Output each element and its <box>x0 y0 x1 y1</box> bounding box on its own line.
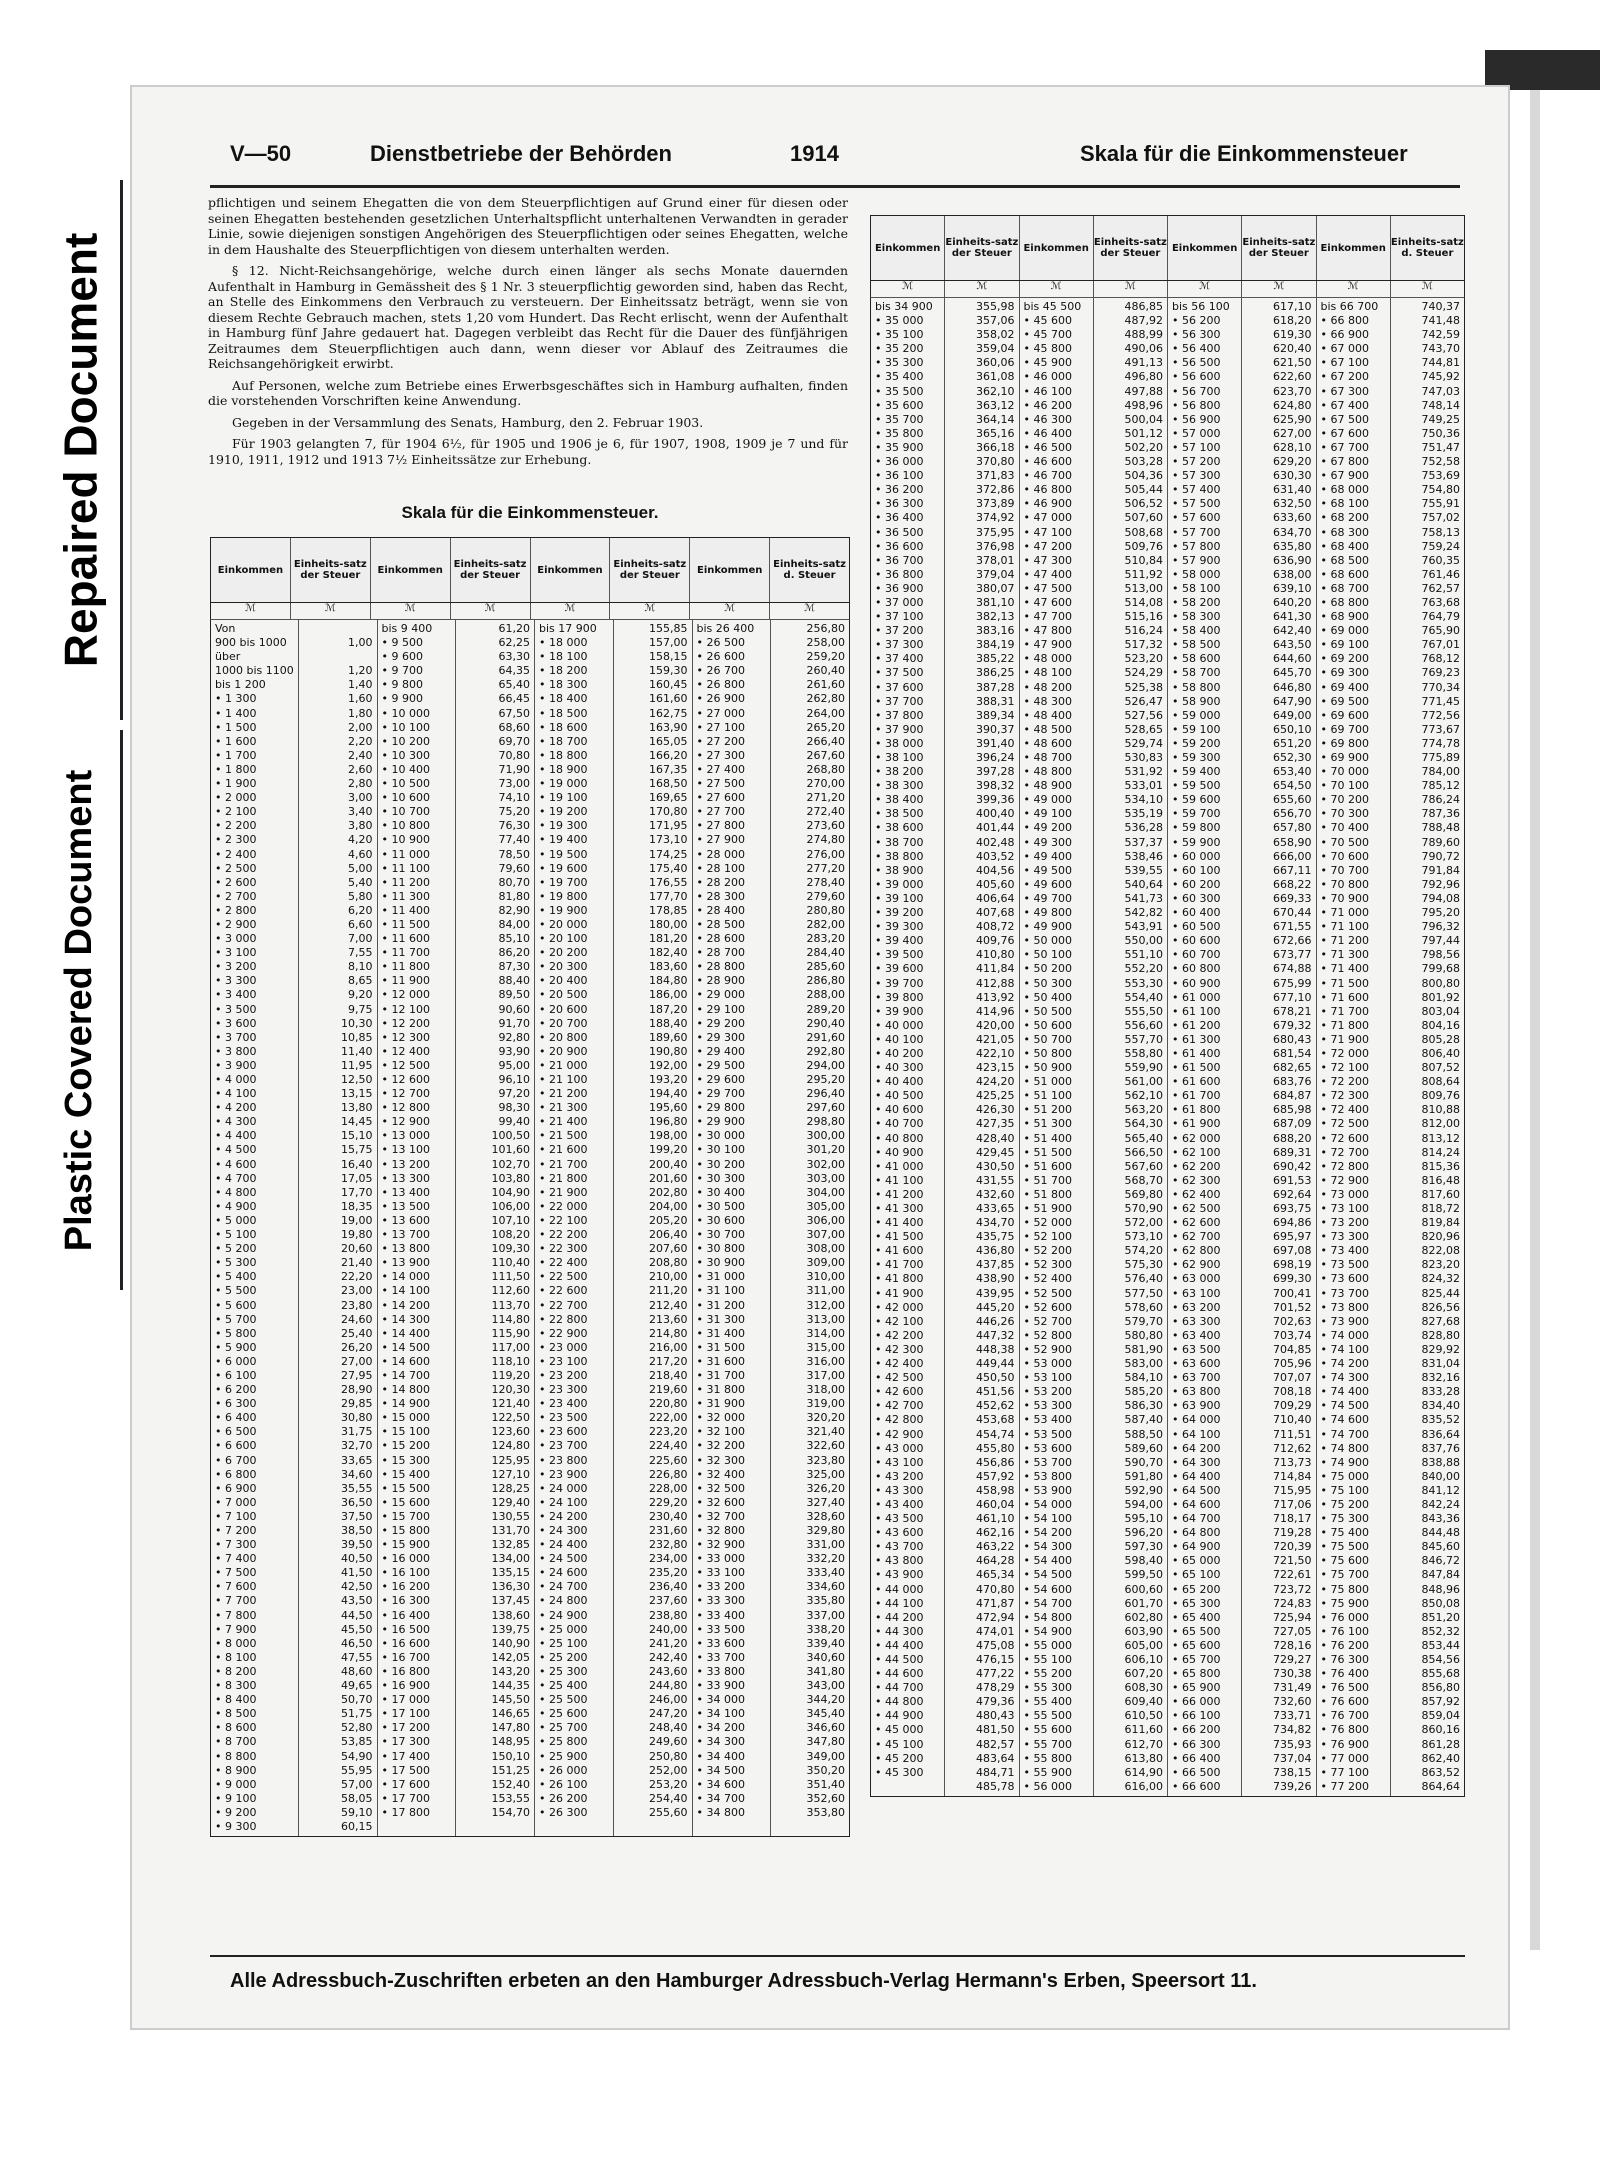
intro-text <box>208 195 848 473</box>
column-header: Einkommen <box>690 538 770 602</box>
unit: ℳ <box>1422 281 1433 292</box>
page-edge <box>1530 90 1540 1950</box>
unit-row <box>210 603 850 619</box>
column-header: Einheits-satz der Steuer <box>451 538 531 602</box>
paragraph: Für 1903 gelangten 7, für 1904 6½, für 1905 und 1906 je 6, für 1907, 1908, 1909 je 7 und für 1910, 1911, 1912 und 1913 7½ Einheitssätze zur Erhebung. <box>208 436 848 467</box>
unit: ℳ <box>690 603 770 619</box>
unit: ℳ <box>451 603 531 619</box>
income-column: bis 45 500 • 45 600 • 45 700 • 45 800 • 45 900 • 46 000 • 46 100 • 46 200 • 46 300 • 46 400 • 46 500 • 46 600 • 46 700 • 46 800 • 46 900 • 47 000 • 47 100 • 47 200 • 47 300 • 47 400 • 47 500 • 47 600 • 47 700 • 47 800 • 47 900 • 48 000 • 48 100 • 48 200 • 48 300 • 48 400 • 48 500 • 48 600 • 48 700 • 48 800 • 48 900 • 49 000 • 49 100 • 49 200 • 49 300 • 49 400 • 49 500 • 49 600 • 49 700 • 49 800 • 49 900 • 50 000 • 50 100 • 50 200 • 50 300 • 50 400 • 50 500 • 50 600 • 50 700 • 50 800 • 50 900 • 51 000 • 51 100 • 51 200 • 51 300 • 51 400 • 51 500 • 51 600 • 51 700 • 51 800 • 51 900 • 52 000 • 52 100 • 52 200 • 52 300 • 52 400 • 52 500 • 52 600 • 52 700 • 52 800 • 52 900 • 53 000 • 53 100 • 53 200 • 53 300 • 53 400 • 53 500 • 53 600 • 53 700 • 53 800 • 53 900 • 54 000 • 54 100 • 54 200 • 54 300 • 54 400 • 54 500 • 54 600 • 54 700 • 54 800 • 54 900 • 55 000 • 55 100 • 55 200 • 55 300 • 55 400 • 55 500 • 55 600 • 55 700 • 55 800 • 55 900 • 56 000 <box>1020 298 1094 1796</box>
income-column: bis 26 400 • 26 500 • 26 600 • 26 700 • 26 800 • 26 900 • 27 000 • 27 100 • 27 200 • 27 300 • 27 400 • 27 500 • 27 600 • 27 700 • 27 800 • 27 900 • 28 000 • 28 100 • 28 200 • 28 300 • 28 400 • 28 500 • 28 600 • 28 700 • 28 800 • 28 900 • 29 000 • 29 100 • 29 200 • 29 300 • 29 400 • 29 500 • 29 600 • 29 700 • 29 800 • 29 900 • 30 000 • 30 100 • 30 200 • 30 300 • 30 400 • 30 500 • 30 600 • 30 700 • 30 800 • 30 900 • 31 000 • 31 100 • 31 200 • 31 300 • 31 400 • 31 500 • 31 600 • 31 700 • 31 800 • 31 900 • 32 000 • 32 100 • 32 200 • 32 300 • 32 400 • 32 500 • 32 600 • 32 700 • 32 800 • 32 900 • 33 000 • 33 100 • 33 200 • 33 300 • 33 400 • 33 500 • 33 600 • 33 700 • 33 800 • 33 900 • 34 000 • 34 100 • 34 200 • 34 300 • 34 400 • 34 500 • 34 600 • 34 700 • 34 800 <box>693 620 772 1836</box>
column-header: Einheits-satz der Steuer <box>945 216 1019 280</box>
income-column: bis 66 700 • 66 800 • 66 900 • 67 000 • 67 100 • 67 200 • 67 300 • 67 400 • 67 500 • 67 600 • 67 700 • 67 800 • 67 900 • 68 000 • 68 100 • 68 200 • 68 300 • 68 400 • 68 500 • 68 600 • 68 700 • 68 800 • 68 900 • 69 000 • 69 100 • 69 200 • 69 300 • 69 400 • 69 500 • 69 600 • 69 700 • 69 800 • 69 900 • 70 000 • 70 100 • 70 200 • 70 300 • 70 400 • 70 500 • 70 600 • 70 700 • 70 800 • 70 900 • 71 000 • 71 100 • 71 200 • 71 300 • 71 400 • 71 500 • 71 600 • 71 700 • 71 800 • 71 900 • 72 000 • 72 100 • 72 200 • 72 300 • 72 400 • 72 500 • 72 600 • 72 700 • 72 800 • 72 900 • 73 000 • 73 100 • 73 200 • 73 300 • 73 400 • 73 500 • 73 600 • 73 700 • 73 800 • 73 900 • 74 000 • 74 100 • 74 200 • 74 300 • 74 400 • 74 500 • 74 600 • 74 700 • 74 800 • 74 900 • 75 000 • 75 100 • 75 200 • 75 300 • 75 400 • 75 500 • 75 600 • 75 700 • 75 800 • 75 900 • 76 000 • 76 100 • 76 200 • 76 300 • 76 400 • 76 500 • 76 600 • 76 700 • 76 800 • 76 900 • 77 000 • 77 100 • 77 200 <box>1317 298 1391 1796</box>
unit: ℳ <box>1242 281 1316 297</box>
tax-table-left <box>210 537 850 1837</box>
header-rule <box>210 185 1460 188</box>
column-header: Einheits-satz der Steuer <box>610 538 690 602</box>
rate-column: 355,98 357,06 358,02 359,04 360,06 361,08 362,10 363,12 364,14 365,16 366,18 370,80 371,83 372,86 373,89 374,92 375,95 376,98 378,01 379,04 380,07 381,10 382,13 383,16 384,19 385,22 386,25 387,28 388,31 389,34 390,37 391,40 396,24 397,28 398,32 399,36 400,40 401,44 402,48 403,52 404,56 405,60 406,64 407,68 408,72 409,76 410,80 411,84 412,88 413,92 414,96 420,00 421,05 422,10 423,15 424,20 425,25 426,30 427,35 428,40 429,45 430,50 431,55 432,60 433,65 434,70 435,75 436,80 437,85 438,90 439,95 445,20 446,26 447,32 448,38 449,44 450,50 451,56 452,62 453,68 454,74 455,80 456,86 457,92 458,98 460,04 461,10 462,16 463,22 464,28 465,34 470,80 471,87 472,94 474,01 475,08 476,15 477,22 478,29 479,36 480,43 481,50 482,57 483,64 484,71 485,78 <box>945 298 1019 1796</box>
unit: ℳ <box>1094 281 1168 297</box>
unit: ℳ <box>945 281 1019 297</box>
unit: ℳ <box>1020 281 1094 297</box>
column-header: Einheits-satz d. Steuer <box>773 559 846 581</box>
rate-column: 256,80 258,00 259,20 260,40 261,60 262,80 264,00 265,20 266,40 267,60 268,80 270,00 271,20 272,40 273,60 274,80 276,00 277,20 278,40 279,60 280,80 282,00 283,20 284,40 285,60 286,80 288,00 289,20 290,40 291,60 292,80 294,00 295,20 296,40 297,60 298,80 300,00 301,20 302,00 303,00 304,00 305,00 306,00 307,00 308,00 309,00 310,00 311,00 312,00 313,00 314,00 315,00 316,00 317,00 318,00 319,00 320,20 321,40 322,60 323,80 325,00 326,20 327,40 328,60 329,80 331,00 332,20 333,40 334,60 335,80 337,00 338,20 339,40 340,60 341,80 343,00 344,20 345,40 346,60 347,80 349,00 350,20 351,40 352,60 353,80 <box>806 622 846 1819</box>
income-column: bis 34 900 • 35 000 • 35 100 • 35 200 • 35 300 • 35 400 • 35 500 • 35 600 • 35 700 • 35 800 • 35 900 • 36 000 • 36 100 • 36 200 • 36 300 • 36 400 • 36 500 • 36 600 • 36 700 • 36 800 • 36 900 • 37 000 • 37 100 • 37 200 • 37 300 • 37 400 • 37 500 • 37 600 • 37 700 • 37 800 • 37 900 • 38 000 • 38 100 • 38 200 • 38 300 • 38 400 • 38 500 • 38 600 • 38 700 • 38 800 • 38 900 • 39 000 • 39 100 • 39 200 • 39 300 • 39 400 • 39 500 • 39 600 • 39 700 • 39 800 • 39 900 • 40 000 • 40 100 • 40 200 • 40 300 • 40 400 • 40 500 • 40 600 • 40 700 • 40 800 • 40 900 • 41 000 • 41 100 • 41 200 • 41 300 • 41 400 • 41 500 • 41 600 • 41 700 • 41 800 • 41 900 • 42 000 • 42 100 • 42 200 • 42 300 • 42 400 • 42 500 • 42 600 • 42 700 • 42 800 • 42 900 • 43 000 • 43 100 • 43 200 • 43 300 • 43 400 • 43 500 • 43 600 • 43 700 • 43 800 • 43 900 • 44 000 • 44 100 • 44 200 • 44 300 • 44 400 • 44 500 • 44 600 • 44 700 • 44 800 • 44 900 • 45 000 • 45 100 • 45 200 • 45 300 <box>871 298 945 1796</box>
rate-column: 155,85 157,00 158,15 159,30 160,45 161,60 162,75 163,90 165,05 166,20 167,35 168,50 169,65 170,80 171,95 173,10 174,25 175,40 176,55 177,70 178,85 180,00 181,20 182,40 183,60 184,80 186,00 187,20 188,40 189,60 190,80 192,00 193,20 194,40 195,60 196,80 198,00 199,20 200,40 201,60 202,80 204,00 205,20 206,40 207,60 208,80 210,00 211,20 212,40 213,60 214,80 216,00 217,20 218,40 219,60 220,80 222,00 223,20 224,40 225,60 226,80 228,00 229,20 230,40 231,60 232,80 234,00 235,20 236,40 237,60 238,80 240,00 241,20 242,40 243,60 244,80 246,00 247,20 248,40 249,60 250,80 252,00 253,20 254,40 255,60 <box>614 620 693 1836</box>
dark-tab <box>1485 50 1600 90</box>
column-header: Einkommen <box>1020 216 1094 280</box>
page-title: Skala für die Einkommensteuer <box>1080 141 1408 166</box>
document-page <box>130 85 1510 2030</box>
unit: ℳ <box>211 603 291 619</box>
unit: ℳ <box>871 281 945 297</box>
column-header: Einkommen <box>1317 216 1391 280</box>
column-header: Einkommen <box>371 538 451 602</box>
tax-table-right <box>870 215 1465 1797</box>
unit: ℳ <box>1317 281 1391 297</box>
rate-column: 1,00 1,20 1,40 1,60 1,80 2,00 2,20 2,40 2,60 2,80 3,00 3,40 3,80 4,20 4,60 5,00 5,40 5,80 6,20 6,60 7,00 7,55 8,10 8,65 9,20 9,75 10,30 10,85 11,40 11,95 12,50 13,15 13,80 14,45 15,10 15,75 16,40 17,05 17,70 18,35 19,00 19,80 20,60 21,40 22,20 23,00 23,80 24,60 25,40 26,20 27,00 27,95 28,90 29,85 30,80 31,75 32,70 33,65 34,60 35,55 36,50 37,50 38,50 39,50 40,50 41,50 42,50 43,50 44,50 45,50 46,50 47,55 48,60 49,65 50,70 51,75 52,80 53,85 54,90 55,95 57,00 58,05 59,10 60,15 <box>299 620 378 1836</box>
rate-column: 617,10 618,20 619,30 620,40 621,50 622,60 623,70 624,80 625,90 627,00 628,10 629,20 630,30 631,40 632,50 633,60 634,70 635,80 636,90 638,00 639,10 640,20 641,30 642,40 643,50 644,60 645,70 646,80 647,90 649,00 650,10 651,20 652,30 653,40 654,50 655,60 656,70 657,80 658,90 666,00 667,11 668,22 669,33 670,44 671,55 672,66 673,77 674,88 675,99 677,10 678,21 679,32 680,43 681,54 682,65 683,76 684,87 685,98 687,09 688,20 689,31 690,42 691,53 692,64 693,75 694,86 695,97 697,08 698,19 699,30 700,41 701,52 702,63 703,74 704,85 705,96 707,07 708,18 709,29 710,40 711,51 712,62 713,73 714,84 715,95 717,06 718,17 719,28 720,39 721,50 722,61 723,72 724,83 725,94 727,05 728,16 729,27 730,38 731,49 732,60 733,71 734,82 735,93 737,04 738,15 739,26 <box>1242 298 1316 1796</box>
rate-column: 61,20 62,25 63,30 64,35 65,40 66,45 67,50 68,60 69,70 70,80 71,90 73,00 74,10 75,20 76,30 77,40 78,50 79,60 80,70 81,80 82,90 84,00 85,10 86,20 87,30 88,40 89,50 90,60 91,70 92,80 93,90 95,00 96,10 97,20 98,30 99,40 100,50 101,60 102,70 103,80 104,90 106,00 107,10 108,20 109,30 110,40 111,50 112,60 113,70 114,80 115,90 117,00 118,10 119,20 120,30 121,40 122,50 123,60 124,80 125,95 127,10 128,25 129,40 130,55 131,70 132,85 134,00 135,15 136,30 137,45 138,60 139,75 140,90 142,05 143,20 144,35 145,50 146,65 147,80 148,95 150,10 151,25 152,40 153,55 154,70 <box>456 620 535 1836</box>
column-header: Einkommen <box>531 538 611 602</box>
column-header: Einheits-satz d. Steuer <box>1390 237 1464 259</box>
year: 1914 <box>790 141 839 166</box>
column-header: Einkommen <box>1168 216 1242 280</box>
side-label-plastic <box>40 730 123 1290</box>
paragraph: § 12. Nicht-Reichsangehörige, welche durch einen länger als sechs Monate dauernden Aufenthalt in Hamburg in Gemässheit des § 1 Nr. 3 steuerpflichtig geworden sind, haben das Recht, an Stelle des Einkommens den Verbrauch zu versteuern. Der Einheitssatz beträgt, wenn sie von diesem Rechte Gebrauch machen, stets 1,20 vom Hundert. Das Recht erlischt, wenn der Aufenthalt in Hamburg fünf Jahre gedauert hat. Dagegen verbleibt das Recht für die Dauer des fünfjährigen Zeitraumes dem Steuerpflichtigen auch dann, wenn dieser vor Ablauf des Zeitraumes die Reichsangehörigkeit erwirbt. <box>208 263 848 371</box>
side-label-repaired <box>40 180 123 720</box>
page-footer: Alle Adressbuch-Zuschriften erbeten an den Hamburger Adressbuch-Verlag Hermann's Erben, Speersort 11. <box>230 1970 1257 1992</box>
unit: ℳ <box>610 603 690 619</box>
unit: ℳ <box>291 603 371 619</box>
section-title: Dienstbetriebe der Behörden <box>370 141 672 166</box>
income-column: bis 17 900 • 18 000 • 18 100 • 18 200 • 18 300 • 18 400 • 18 500 • 18 600 • 18 700 • 18 800 • 18 900 • 19 000 • 19 100 • 19 200 • 19 300 • 19 400 • 19 500 • 19 600 • 19 700 • 19 800 • 19 900 • 20 000 • 20 100 • 20 200 • 20 300 • 20 400 • 20 500 • 20 600 • 20 700 • 20 800 • 20 900 • 21 000 • 21 100 • 21 200 • 21 300 • 21 400 • 21 500 • 21 600 • 21 700 • 21 800 • 21 900 • 22 000 • 22 100 • 22 200 • 22 300 • 22 400 • 22 500 • 22 600 • 22 700 • 22 800 • 22 900 • 23 000 • 23 100 • 23 200 • 23 300 • 23 400 • 23 500 • 23 600 • 23 700 • 23 800 • 23 900 • 24 000 • 24 100 • 24 200 • 24 300 • 24 400 • 24 500 • 24 600 • 24 700 • 24 800 • 24 900 • 25 000 • 25 100 • 25 200 • 25 300 • 25 400 • 25 500 • 25 600 • 25 700 • 25 800 • 25 900 • 26 000 • 26 100 • 26 200 • 26 300 <box>535 620 614 1836</box>
rate-column: 486,85 487,92 488,99 490,06 491,13 496,80 497,88 498,96 500,04 501,12 502,20 503,28 504,36 505,44 506,52 507,60 508,68 509,76 510,84 511,92 513,00 514,08 515,16 516,24 517,32 523,20 524,29 525,38 526,47 527,56 528,65 529,74 530,83 531,92 533,01 534,10 535,19 536,28 537,37 538,46 539,55 540,64 541,73 542,82 543,91 550,00 551,10 552,20 553,30 554,40 555,50 556,60 557,70 558,80 559,90 561,00 562,10 563,20 564,30 565,40 566,50 567,60 568,70 569,80 570,90 572,00 573,10 574,20 575,30 576,40 577,50 578,60 579,70 580,80 581,90 583,00 584,10 585,20 586,30 587,40 588,50 589,60 590,70 591,80 592,90 594,00 595,10 596,20 597,30 598,40 599,50 600,60 601,70 602,80 603,90 605,00 606,10 607,20 608,30 609,40 610,50 611,60 612,70 613,80 614,90 616,00 <box>1094 298 1168 1796</box>
page-number: V—50 <box>230 141 292 166</box>
paragraph: Auf Personen, welche zum Betriebe eines Erwerbsgeschäftes sich in Hamburg aufhalten, finden die vorstehenden Vorschriften keine Anwendung. <box>208 377 848 408</box>
unit-row <box>870 281 1465 297</box>
column-header: Einkommen <box>871 216 945 280</box>
table-header <box>870 215 1465 281</box>
income-column: bis 9 400 • 9 500 • 9 600 • 9 700 • 9 800 • 9 900 • 10 000 • 10 100 • 10 200 • 10 300 • 10 400 • 10 500 • 10 600 • 10 700 • 10 800 • 10 900 • 11 000 • 11 100 • 11 200 • 11 300 • 11 400 • 11 500 • 11 600 • 11 700 • 11 800 • 11 900 • 12 000 • 12 100 • 12 200 • 12 300 • 12 400 • 12 500 • 12 600 • 12 700 • 12 800 • 12 900 • 13 000 • 13 100 • 13 200 • 13 300 • 13 400 • 13 500 • 13 600 • 13 700 • 13 800 • 13 900 • 14 000 • 14 100 • 14 200 • 14 300 • 14 400 • 14 500 • 14 600 • 14 700 • 14 800 • 14 900 • 15 000 • 15 100 • 15 200 • 15 300 • 15 400 • 15 500 • 15 600 • 15 700 • 15 800 • 15 900 • 16 000 • 16 100 • 16 200 • 16 300 • 16 400 • 16 500 • 16 600 • 16 700 • 16 800 • 16 900 • 17 000 • 17 100 • 17 200 • 17 300 • 17 400 • 17 500 • 17 600 • 17 700 • 17 800 <box>378 620 457 1836</box>
unit: ℳ <box>1168 281 1242 297</box>
paragraph: pflichtigen und seinem Ehegatten die von dem Steuerpflichtigen auf Grund einer für diesen oder seinen Ehegatten bestehenden gesetzlichen Unterhaltspflicht unterhaltenen Verwandten in gerader Linie, sowie diejenigen sonstigen Angehörigen des Steuerpflichtigen oder seines Ehegatten, welche in dem Haushalte des Steuerpflichtigen von diesem unterhalten werden. <box>208 195 848 257</box>
unit: ℳ <box>531 603 611 619</box>
column-header: Einkommen <box>211 538 291 602</box>
side-label-text: Repaired Document <box>54 232 106 668</box>
page-header <box>230 141 1450 181</box>
rate-column: 740,37 741,48 742,59 743,70 744,81 745,92 747,03 748,14 749,25 750,36 751,47 752,58 753,69 754,80 755,91 757,02 758,13 759,24 760,35 761,46 762,57 763,68 764,79 765,90 767,01 768,12 769,23 770,34 771,45 772,56 773,67 774,78 775,89 784,00 785,12 786,24 787,36 788,48 789,60 790,72 791,84 792,96 794,08 795,20 796,32 797,44 798,56 799,68 800,80 801,92 803,04 804,16 805,28 806,40 807,52 808,64 809,76 810,88 812,00 813,12 814,24 815,36 816,48 817,60 818,72 819,84 820,96 822,08 823,20 824,32 825,44 826,56 827,68 828,80 829,92 831,04 832,16 833,28 834,40 835,52 836,64 837,76 838,88 840,00 841,12 842,24 843,36 844,48 845,60 846,72 847,84 848,96 850,08 851,20 852,32 853,44 854,56 855,68 856,80 857,92 859,04 860,16 861,28 862,40 863,52 864,64 <box>1421 300 1460 1793</box>
income-column: bis 56 100 • 56 200 • 56 300 • 56 400 • 56 500 • 56 600 • 56 700 • 56 800 • 56 900 • 57 000 • 57 100 • 57 200 • 57 300 • 57 400 • 57 500 • 57 600 • 57 700 • 57 800 • 57 900 • 58 000 • 58 100 • 58 200 • 58 300 • 58 400 • 58 500 • 58 600 • 58 700 • 58 800 • 58 900 • 59 000 • 59 100 • 59 200 • 59 300 • 59 400 • 59 500 • 59 600 • 59 700 • 59 800 • 59 900 • 60 000 • 60 100 • 60 200 • 60 300 • 60 400 • 60 500 • 60 600 • 60 700 • 60 800 • 60 900 • 61 000 • 61 100 • 61 200 • 61 300 • 61 400 • 61 500 • 61 600 • 61 700 • 61 800 • 61 900 • 62 000 • 62 100 • 62 200 • 62 300 • 62 400 • 62 500 • 62 600 • 62 700 • 62 800 • 62 900 • 63 000 • 63 100 • 63 200 • 63 300 • 63 400 • 63 500 • 63 600 • 63 700 • 63 800 • 63 900 • 64 000 • 64 100 • 64 200 • 64 300 • 64 400 • 64 500 • 64 600 • 64 700 • 64 800 • 64 900 • 65 000 • 65 100 • 65 200 • 65 300 • 65 400 • 65 500 • 65 600 • 65 700 • 65 800 • 65 900 • 66 000 • 66 100 • 66 200 • 66 300 • 66 400 • 66 500 • 66 600 <box>1168 298 1242 1796</box>
column-header: Einheits-satz der Steuer <box>1242 216 1316 280</box>
table-title: Skala für die Einkommensteuer. <box>401 503 659 522</box>
footer-rule <box>210 1955 1465 1957</box>
table-body <box>210 619 850 1837</box>
income-column: Von 900 bis 1000 über 1000 bis 1100 bis 1 200 • 1 300 • 1 400 • 1 500 • 1 600 • 1 700 • 1 800 • 1 900 • 2 000 • 2 100 • 2 200 • 2 300 • 2 400 • 2 500 • 2 600 • 2 700 • 2 800 • 2 900 • 3 000 • 3 100 • 3 200 • 3 300 • 3 400 • 3 500 • 3 600 • 3 700 • 3 800 • 3 900 • 4 000 • 4 100 • 4 200 • 4 300 • 4 400 • 4 500 • 4 600 • 4 700 • 4 800 • 4 900 • 5 000 • 5 100 • 5 200 • 5 300 • 5 400 • 5 500 • 5 600 • 5 700 • 5 800 • 5 900 • 6 000 • 6 100 • 6 200 • 6 300 • 6 400 • 6 500 • 6 600 • 6 700 • 6 800 • 6 900 • 7 000 • 7 100 • 7 200 • 7 300 • 7 400 • 7 500 • 7 600 • 7 700 • 7 800 • 7 900 • 8 000 • 8 100 • 8 200 • 8 300 • 8 400 • 8 500 • 8 600 • 8 700 • 8 800 • 8 900 • 9 000 • 9 100 • 9 200 • 9 300 <box>211 620 299 1836</box>
unit: ℳ <box>804 603 815 614</box>
column-header: Einheits-satz der Steuer <box>291 538 371 602</box>
column-header: Einheits-satz der Steuer <box>1094 216 1168 280</box>
side-label-text: Plastic Covered Document <box>58 769 101 1251</box>
unit: ℳ <box>371 603 451 619</box>
table-body <box>870 297 1465 1797</box>
paragraph: Gegeben in der Versammlung des Senats, Hamburg, den 2. Februar 1903. <box>232 414 704 430</box>
table-header <box>210 537 850 603</box>
